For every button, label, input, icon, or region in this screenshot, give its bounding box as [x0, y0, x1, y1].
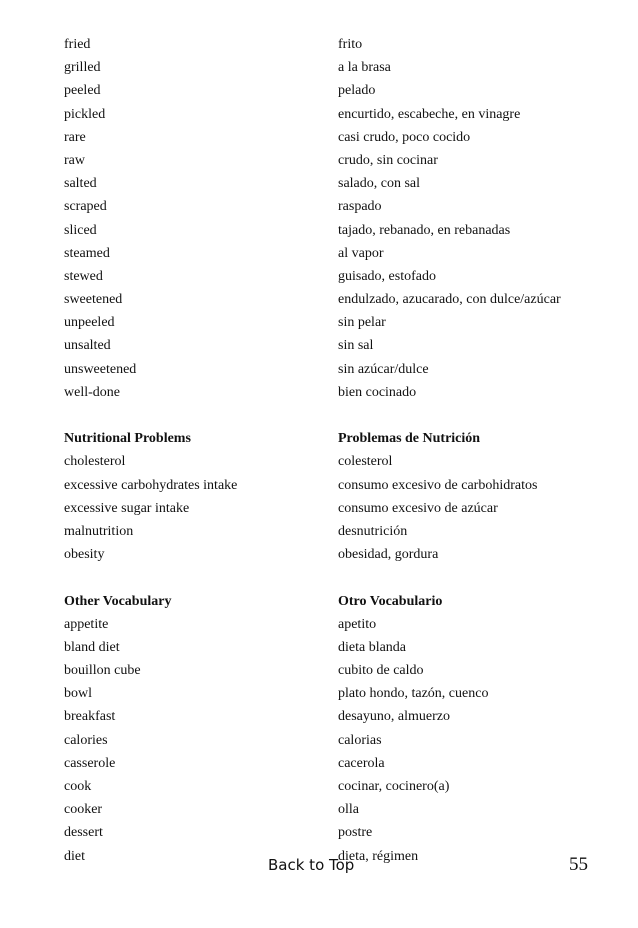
english-term: grilled	[64, 60, 101, 76]
heading-english: Other Vocabulary	[64, 593, 172, 609]
english-term: rare	[64, 129, 86, 145]
vocab-row	[64, 775, 604, 798]
vocab-row	[64, 613, 604, 636]
english-term: diet	[64, 848, 85, 864]
english-term: scraped	[64, 199, 107, 215]
spanish-translation: cubito de caldo	[338, 663, 424, 679]
spanish-translation: pelado	[338, 83, 376, 99]
english-term: bowl	[64, 686, 92, 702]
english-term: salted	[64, 176, 97, 192]
english-term: obesity	[64, 547, 105, 563]
spanish-translation: salado, con sal	[338, 176, 421, 192]
vocab-row	[64, 56, 604, 79]
spanish-translation: obesidad, gordura	[338, 547, 439, 563]
vocab-row	[64, 705, 604, 728]
english-term: calories	[64, 732, 108, 748]
vocab-row	[64, 172, 604, 195]
vocab-row	[64, 543, 604, 566]
spanish-translation: cocinar, cocinero(a)	[338, 779, 450, 794]
english-term: bouillon cube	[64, 663, 141, 679]
english-term: excessive carbohydrates intake	[64, 477, 238, 493]
section-heading	[64, 590, 604, 613]
english-term: excessive sugar intake	[64, 500, 190, 516]
spanish-translation: casi crudo, poco cocido	[338, 129, 471, 145]
vocab-row	[64, 79, 604, 102]
heading-spanish: Otro Vocabulario	[338, 593, 443, 609]
english-term: steamed	[64, 245, 110, 261]
english-term: fried	[64, 37, 91, 52]
english-term: peeled	[64, 83, 101, 99]
spanish-translation: frito	[338, 37, 363, 52]
vocab-row	[64, 659, 604, 682]
english-term: unsweetened	[64, 361, 137, 377]
spanish-translation: consumo excesivo de azúcar	[338, 500, 498, 516]
spanish-translation: dieta, régimen	[338, 848, 419, 864]
spanish-translation: sin azúcar/dulce	[338, 361, 429, 377]
spanish-translation: al vapor	[338, 245, 384, 261]
spanish-translation: encurtido, escabeche, en vinagre	[338, 106, 521, 122]
spanish-translation: guisado, estofado	[338, 268, 436, 284]
vocab-row	[64, 450, 604, 473]
english-term: appetite	[64, 616, 109, 632]
spanish-translation: endulzado, azucarado, con dulce/azúcar	[338, 292, 561, 308]
heading-spanish: Problemas de Nutrición	[338, 431, 481, 447]
english-term: casserole	[64, 755, 116, 771]
spanish-translation: olla	[338, 802, 359, 818]
vocab-row	[64, 265, 604, 288]
vocab-row	[64, 149, 604, 172]
vocab-row	[64, 126, 604, 149]
vocab-row	[64, 103, 604, 126]
spanish-translation: desayuno, almuerzo	[338, 709, 450, 725]
vocab-row	[64, 636, 604, 659]
spanish-translation: dieta blanda	[338, 639, 407, 655]
vocab-row	[64, 798, 604, 821]
english-term: well-done	[64, 384, 120, 400]
vocab-row	[64, 381, 604, 404]
english-term: unpeeled	[64, 315, 115, 331]
english-term: stewed	[64, 268, 103, 284]
spanish-translation: a la brasa	[338, 60, 391, 76]
spanish-translation: crudo, sin cocinar	[338, 152, 438, 168]
vocab-row	[64, 33, 604, 56]
spanish-translation: desnutrición	[338, 523, 408, 539]
spanish-translation: tajado, rebanado, en rebanadas	[338, 222, 511, 238]
section-heading	[64, 427, 604, 450]
page-number: 55	[569, 854, 588, 875]
english-term: unsalted	[64, 338, 111, 354]
vocab-row	[64, 288, 604, 311]
vocab-row	[64, 682, 604, 705]
spanish-translation: colesterol	[338, 454, 393, 470]
english-term: malnutrition	[64, 523, 134, 539]
vocab-row	[64, 311, 604, 334]
english-term: breakfast	[64, 709, 116, 725]
section-spacer	[64, 404, 604, 427]
vocab-row	[64, 497, 604, 520]
vocab-row	[64, 358, 604, 381]
spanish-translation: cacerola	[338, 755, 385, 771]
english-term: cooker	[64, 802, 103, 818]
english-term: cook	[64, 779, 92, 794]
vocab-row	[64, 729, 604, 752]
spanish-translation: sin sal	[338, 338, 374, 354]
back-to-top-link[interactable]: Back to Top	[268, 856, 355, 874]
vocab-row	[64, 219, 604, 242]
vocab-row	[64, 195, 604, 218]
english-term: sliced	[64, 222, 97, 238]
english-term: bland diet	[64, 639, 120, 655]
vocab-row	[64, 242, 604, 265]
heading-english: Nutritional Problems	[64, 431, 191, 447]
english-term: pickled	[64, 106, 106, 122]
english-term: sweetened	[64, 292, 123, 308]
english-term: raw	[64, 152, 85, 168]
spanish-translation: apetito	[338, 616, 377, 632]
vocab-row	[64, 474, 604, 497]
spanish-translation: sin pelar	[338, 315, 386, 331]
spanish-translation: bien cocinado	[338, 384, 417, 400]
vocabulary-list	[64, 33, 604, 868]
section-spacer	[64, 566, 604, 589]
spanish-translation: plato hondo, tazón, cuenco	[338, 686, 489, 702]
spanish-translation: consumo excesivo de carbohidratos	[338, 477, 538, 493]
english-term: cholesterol	[64, 454, 126, 470]
vocab-row	[64, 334, 604, 357]
spanish-translation: calorias	[338, 732, 382, 748]
vocab-row	[64, 520, 604, 543]
vocab-row	[64, 752, 604, 775]
english-term: dessert	[64, 825, 103, 841]
spanish-translation: raspado	[338, 199, 382, 215]
spanish-translation: postre	[338, 825, 373, 841]
vocab-row	[64, 821, 604, 844]
